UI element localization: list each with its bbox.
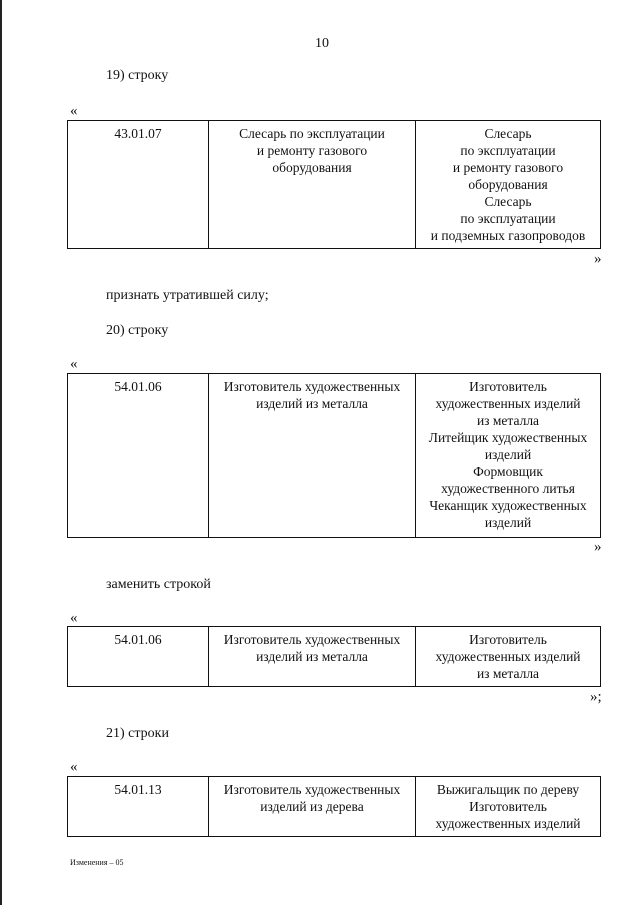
worker-line: по эксплуатации: [460, 143, 556, 158]
open-quote: «: [70, 356, 78, 372]
profession-line: изделий из дерева: [260, 799, 364, 814]
profession-line: Слесарь по эксплуатации: [239, 126, 385, 141]
worker-line: художественного литья: [441, 481, 575, 496]
table-row: [68, 777, 601, 837]
table-row: [68, 627, 601, 687]
workers-cell: [416, 121, 601, 249]
code-text: 43.01.07: [114, 126, 162, 141]
worker-line: художественных изделий: [435, 396, 581, 411]
instruction-text: признать утратившей силу;: [106, 288, 269, 303]
table-row: [68, 121, 601, 249]
table-row-54-01-06-replacement: [67, 626, 601, 687]
code-cell: [68, 777, 209, 837]
code-cell: [68, 374, 209, 538]
open-quote: «: [70, 759, 78, 775]
worker-line: Изготовитель: [469, 379, 547, 394]
worker-line: Изготовитель: [469, 632, 547, 647]
workers-cell: [416, 374, 601, 538]
profession-line: Изготовитель художественных: [223, 632, 401, 647]
instruction-text: заменить строкой: [106, 577, 211, 592]
section-heading-19: 19) строку: [106, 68, 169, 83]
code-cell: [68, 121, 209, 249]
worker-line: из металла: [476, 666, 540, 681]
worker-line: Чеканщик художественных: [429, 498, 587, 513]
worker-line: Литейщик художественных: [428, 430, 588, 445]
profession-line: Изготовитель художественных: [223, 379, 401, 394]
code-text: 54.01.06: [114, 379, 162, 394]
table-row-43-01-07: [67, 120, 601, 249]
workers-cell: [416, 777, 601, 837]
table-row-54-01-06: [67, 373, 601, 538]
workers-cell: [416, 627, 601, 687]
close-quote-semicolon: »;: [590, 689, 602, 705]
profession-cell: [209, 374, 416, 538]
page-number: 10: [315, 36, 329, 51]
worker-line: изделий: [484, 447, 532, 462]
worker-line: изделий: [484, 515, 532, 530]
worker-line: Слесарь: [484, 126, 532, 141]
profession-line: оборудования: [272, 160, 352, 175]
table-row-54-01-13: [67, 776, 601, 837]
table-row: [68, 374, 601, 538]
worker-line: Формовщик: [473, 464, 543, 479]
code-text: 54.01.13: [114, 782, 162, 797]
worker-line: художественных изделий: [435, 816, 581, 831]
code-cell: [68, 627, 209, 687]
section-heading-21: 21) строки: [106, 726, 169, 741]
profession-line: и ремонту газового: [256, 143, 368, 158]
worker-line: по эксплуатации: [460, 211, 556, 226]
worker-line: и ремонту газового: [452, 160, 564, 175]
footer-note: Изменения – 05: [70, 858, 124, 867]
profession-cell: [209, 121, 416, 249]
worker-line: художественных изделий: [435, 649, 581, 664]
section-heading-20: 20) строку: [106, 323, 169, 338]
profession-line: изделий из металла: [256, 649, 368, 664]
code-text: 54.01.06: [114, 632, 162, 647]
worker-line: из металла: [476, 413, 540, 428]
close-quote: »: [594, 539, 602, 555]
profession-line: изделий из металла: [256, 396, 368, 411]
profession-cell: [209, 777, 416, 837]
worker-line: Слесарь: [484, 194, 532, 209]
open-quote: «: [70, 103, 78, 119]
worker-line: и подземных газопроводов: [430, 228, 586, 243]
worker-line: оборудования: [468, 177, 548, 192]
profession-cell: [209, 627, 416, 687]
profession-line: Изготовитель художественных: [223, 782, 401, 797]
open-quote: «: [70, 610, 78, 626]
close-quote: »: [594, 251, 602, 267]
worker-line: Выжигальщик по дереву: [436, 782, 580, 797]
worker-line: Изготовитель: [469, 799, 547, 814]
